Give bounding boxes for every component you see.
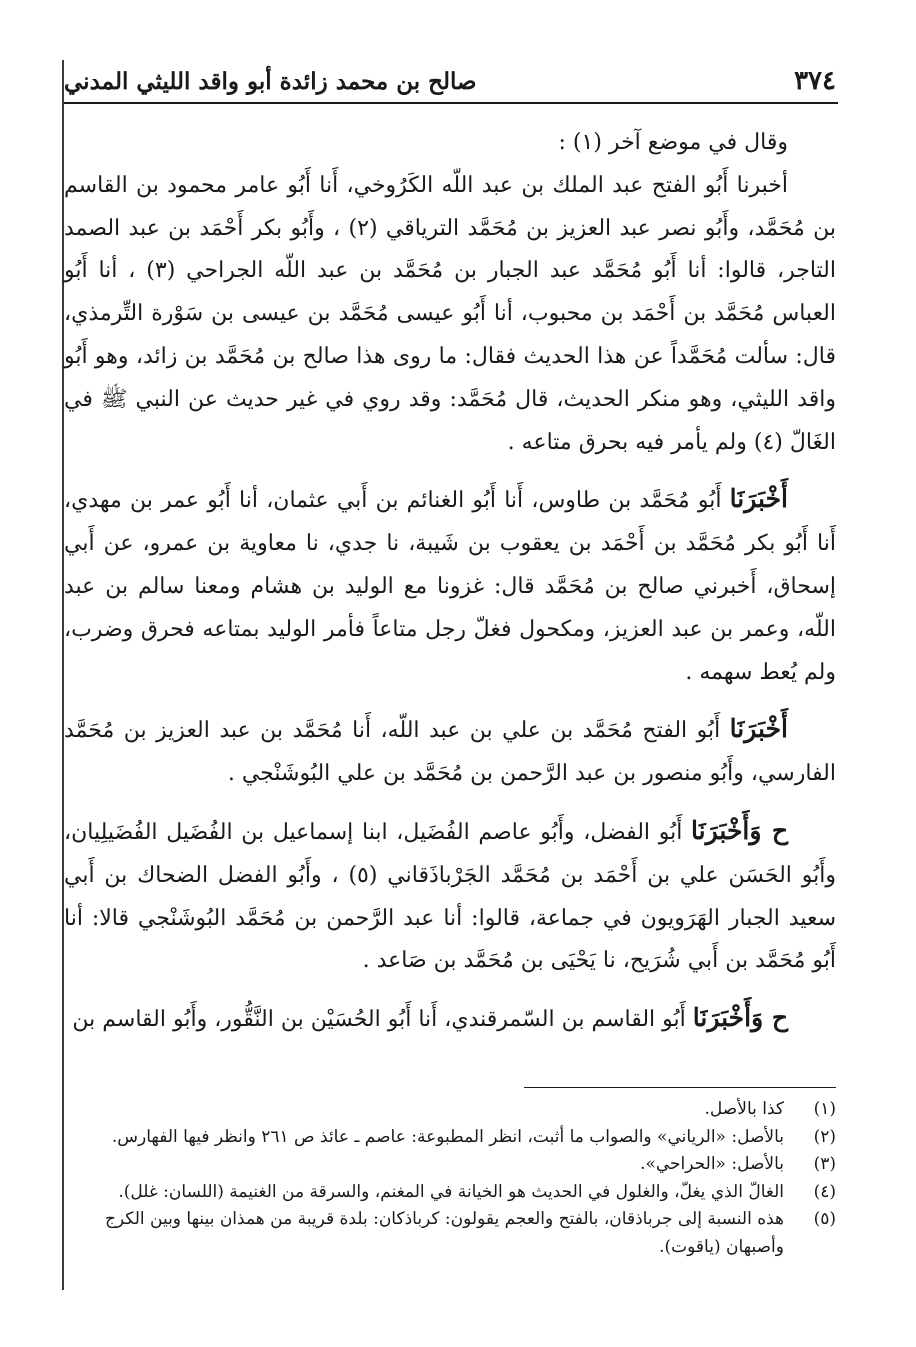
paragraph	[64, 478, 836, 694]
running-title: صالح بن محمد زائدة أبو واقد الليثي المدني	[64, 67, 477, 95]
footnote-number: (١)	[813, 1099, 836, 1119]
footnote-text: هذه النسبة إلى جرباذقان، بالفتح والعجم يقولون: كرباذكان: بلدة قريبة من همذان بينها وبين الكرج وأصبهان (ياقوت).	[104, 1209, 784, 1257]
paragraph: أخبرنا أَبُو الفتح عبد الملك بن عبد اللّه الكَرُوخي، أَنا أَبُو عامر محمود بن القاسم بن مُحَمَّد، وأَبُو نصر عبد العزيز بن مُحَمَّد الترياقي (٢) ، وأَبُو بكر أَحْمَد بن عبد الصمد التاجر، قالوا: أنا أَبُو مُحَمَّد عبد الجبار بن مُحَمَّد بن عبد اللّه الجراحي (٣) ، أنا أَبُو العباس مُحَمَّد بن أَحْمَد بن محبوب، أنا أَبُو عيسى مُحَمَّد بن عيسى بن سَوْرة التِّرمذي، قال: سألت مُحَمَّداً عن هذا الحديث فقال: ما روى هذا صالح بن مُحَمَّد بن زائد، وهو أَبُو واقد الليثي، وهو منكر الحديث، قال مُحَمَّد: وقد روي في غير حديث عن النبي ﷺ في الغَالّ (٤) ولم يأمر فيه بحرق متاعه .	[64, 172, 836, 455]
footnote-rule	[524, 1087, 836, 1088]
footnote-number: (٢)	[813, 1126, 836, 1147]
footnote	[64, 1124, 836, 1152]
paragraph-lead-word: أَخْبَرَنَا	[729, 484, 788, 514]
footnote	[64, 1151, 836, 1179]
paragraph	[64, 810, 836, 983]
footnote	[64, 1179, 836, 1207]
main-text	[64, 122, 836, 1042]
footnote-text: الغالّ الذي يغلّ، والغلول في الحديث هو الخيانة في المغنم، والسرقة من الغنيمة (اللسان: غلل).	[118, 1181, 784, 1202]
intro-line: وقال في موضع آخر (١) :	[558, 130, 788, 155]
page-number: ٣٧٤	[794, 66, 836, 96]
footnote-number: (٣)	[813, 1154, 836, 1174]
footnote-text: بالأصل: «الرياني» والصواب ما أثبت، انظر المطبوعة: عاصم ـ عائذ ص ٢٦١ وانظر فيها الفهارس.	[111, 1126, 784, 1147]
footnote-number: (٥)	[813, 1209, 836, 1229]
paragraph-lead-word: أَخْبَرَنَا	[729, 714, 788, 744]
paragraph-lead-word: ح وَأَخْبَرَنَا	[692, 1003, 788, 1033]
paragraph-text: أَبُو مُحَمَّد بن طاوس، أَنا أَبُو الغنائم بن أَبي عثمان، أنا أَبُو عمر بن مهدي، أَنا أَبُو بكر مُحَمَّد بن أَحْمَد بن يعقوب بن شَيبة، نا جدي، نا معاوية بن عمرو، عن أَبي إسحاق، أَخبرني صالح بن مُحَمَّد قال: غزونا مع الوليد بن هشام ومعنا سالم بن عبد اللّه، وعمر بن عبد العزيز، ومكحول فغلّ رجل متاعاً فأمر الوليد بمتاعه فحرق وضرب، ولم يُعط سهمه .	[64, 488, 836, 685]
paragraph-lead-word: ح وَأَخْبَرَنَا	[691, 815, 788, 845]
page-header	[64, 64, 836, 98]
paragraph-text: أَبُو الفضل، وأَبُو عاصم الفُضَيل، ابنا إسماعيل بن الفُضَيل الفُضَيلِيان، وأَبُو الحَسَن علي بن أَحْمَد بن مُحَمَّد الجَرْباذَقاني (٥) ، وأَبُو الفضل الضحاك بن أَبي سعيد الجبار الهَرَويون في جماعة، قالوا: أنا عبد الرَّحمن بن مُحَمَّد البُوشَنْجي قالا: أنا أَبُو مُحَمَّد بن أَبي شُرَيح، نا يَحْيَى بن مُحَمَّد بن صَاعد .	[64, 819, 836, 974]
footnote-text: كذا بالأصل.	[704, 1099, 784, 1119]
footnote	[64, 1096, 836, 1124]
footnote-number: (٤)	[813, 1181, 836, 1202]
header-rule	[64, 102, 838, 104]
footnote	[64, 1206, 836, 1261]
paragraph-text: أَبُو الفتح مُحَمَّد بن علي بن عبد اللّه، أَنا مُحَمَّد بن عبد العزيز بن مُحَمَّد الفارسي، وأَبُو منصور بن عبد الرَّحمن بن مُحَمَّد بن علي البُوشَنْجي .	[64, 718, 836, 787]
footnote-text: بالأصل: «الحراحي».	[640, 1154, 784, 1174]
paragraph	[64, 708, 836, 796]
paragraph	[64, 997, 836, 1042]
footnotes	[64, 1096, 836, 1261]
paragraph-text: أَبُو القاسم بن السّمرقندي، أَنا أَبُو الحُسَيْن بن النَّقُّور، وأَبُو القاسم بن	[72, 1007, 693, 1033]
